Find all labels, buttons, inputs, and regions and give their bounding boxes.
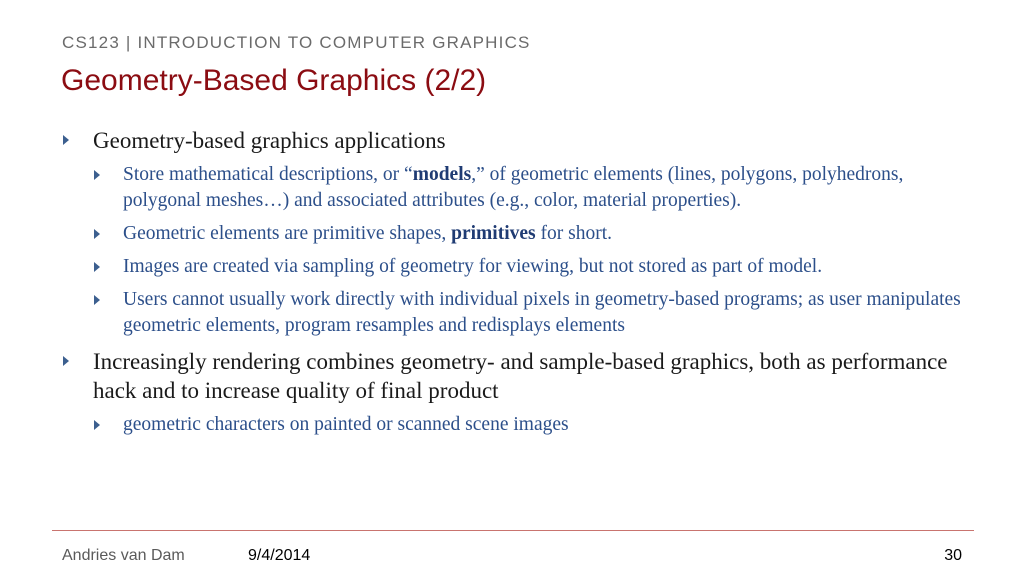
bullet-arrow-icon — [63, 135, 69, 145]
bullet-text: Geometric elements are primitive shapes, — [123, 223, 452, 244]
bold-term: models — [412, 164, 472, 185]
bullet-arrow-icon — [94, 170, 100, 180]
bullet-arrow-icon — [63, 356, 69, 366]
bullet-text: Increasingly rendering combines geometry- and sample-based graphics, both as performance hack and to increase quality of final product — [93, 349, 948, 403]
bullet-level2 — [62, 412, 974, 438]
bullet-level2 — [62, 254, 974, 280]
bullet-arrow-icon — [94, 229, 100, 239]
bullet-text: geometric characters on painted or scanned scene images — [123, 414, 569, 435]
bullet-text: Users cannot usually work directly with individual pixels in geometry-based programs; as user manipulates geometric elements, program resamples and redisplays elements — [123, 289, 961, 336]
bullet-text: ,” of geometric elements (lines, polygons, polyhedrons, polygonal meshes…) and associated attributes (e.g., color, material properties). — [123, 164, 904, 211]
bullet-level1 — [62, 126, 974, 155]
bullet-arrow-icon — [94, 262, 100, 272]
page-number: 30 — [944, 547, 962, 564]
slide-body — [62, 126, 974, 438]
slide-title: Geometry-Based Graphics (2/2) — [61, 64, 487, 97]
footer-divider — [52, 530, 974, 531]
bullet-level2 — [62, 162, 974, 214]
bullet-arrow-icon — [94, 295, 100, 305]
bullet-level2 — [62, 287, 974, 339]
bullet-level1 — [62, 347, 974, 405]
bullet-arrow-icon — [94, 420, 100, 430]
bullet-text: for short. — [535, 223, 612, 244]
bullet-text: Images are created via sampling of geometry for viewing, but not stored as part of model. — [123, 256, 823, 277]
course-header: CS123 | INTRODUCTION TO COMPUTER GRAPHICS — [62, 33, 531, 52]
footer-date: 9/4/2014 — [248, 547, 311, 564]
bullet-text: Geometry-based graphics applications — [93, 128, 446, 153]
bullet-level2 — [62, 221, 974, 247]
bullet-text: Store mathematical descriptions, or “ — [123, 164, 413, 185]
bold-term: primitives — [451, 223, 536, 244]
footer-author: Andries van Dam — [62, 547, 185, 564]
